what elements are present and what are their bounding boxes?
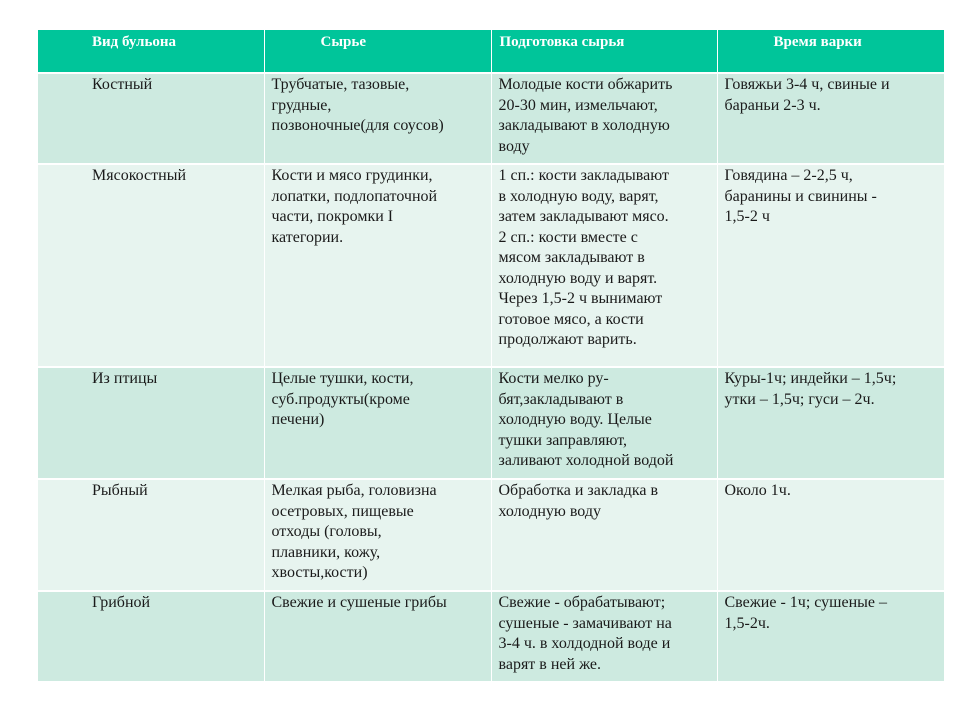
table-row <box>38 164 944 367</box>
header-cooking-time: Время варки <box>717 30 944 73</box>
cell-broth-type: Из птицы <box>38 367 264 479</box>
cell-cooking-time: Говяжьи 3-4 ч, свиные и бараньи 2-3 ч. <box>717 73 944 164</box>
table-row <box>38 479 944 591</box>
cell-raw-materials: Мелкая рыба, головизна осетровых, пищевые отходы (головы, плавники, кожу, хвосты,кости) <box>264 479 491 591</box>
header-preparation: Подготовка сырья <box>491 30 717 73</box>
cell-raw-materials: Трубчатые, тазовые, грудные, позвоночные(для соусов) <box>264 73 491 164</box>
table-row <box>38 591 944 682</box>
cell-preparation: Свежие - обрабатывают; сушеные - замачивают на 3-4 ч. в холдодной воде и варят в ней же. <box>491 591 717 682</box>
cell-preparation: Кости мелко ру- бят,закладывают в холодную воду. Целые тушки заправляют, заливают холодной водой <box>491 367 717 479</box>
broth-table <box>38 30 944 683</box>
cell-raw-materials: Свежие и сушеные грибы <box>264 591 491 682</box>
header-broth-type: Вид бульона <box>38 30 264 73</box>
cell-raw-materials: Кости и мясо грудинки, лопатки, подлопаточной части, покромки I категории. <box>264 164 491 367</box>
cell-cooking-time: Около 1ч. <box>717 479 944 591</box>
cell-broth-type: Мясокостный <box>38 164 264 367</box>
cell-broth-type: Костный <box>38 73 264 164</box>
cell-preparation: Молодые кости обжарить 20-30 мин, измельчают, закладывают в холодную воду <box>491 73 717 164</box>
cell-preparation: 1 сп.: кости закладывают в холодную воду, варят, затем закладывают мясо. 2 сп.: кости вместе с мясом закладывают в холодную воду и варят. Через 1,5-2 ч вынимают готовое мясо, а кости продолжают варить. <box>491 164 717 367</box>
cell-cooking-time: Куры-1ч; индейки – 1,5ч; утки – 1,5ч; гуси – 2ч. <box>717 367 944 479</box>
cell-cooking-time: Свежие - 1ч; сушеные – 1,5-2ч. <box>717 591 944 682</box>
cell-raw-materials: Целые тушки, кости, суб.продукты(кроме печени) <box>264 367 491 479</box>
header-raw-materials: Сырье <box>264 30 491 73</box>
cell-cooking-time: Говядина – 2-2,5 ч, баранины и свинины - 1,5-2 ч <box>717 164 944 367</box>
table-header-row <box>38 30 944 73</box>
cell-broth-type: Грибной <box>38 591 264 682</box>
table-row <box>38 367 944 479</box>
cell-broth-type: Рыбный <box>38 479 264 591</box>
table-row <box>38 73 944 164</box>
cell-preparation: Обработка и закладка в холодную воду <box>491 479 717 591</box>
